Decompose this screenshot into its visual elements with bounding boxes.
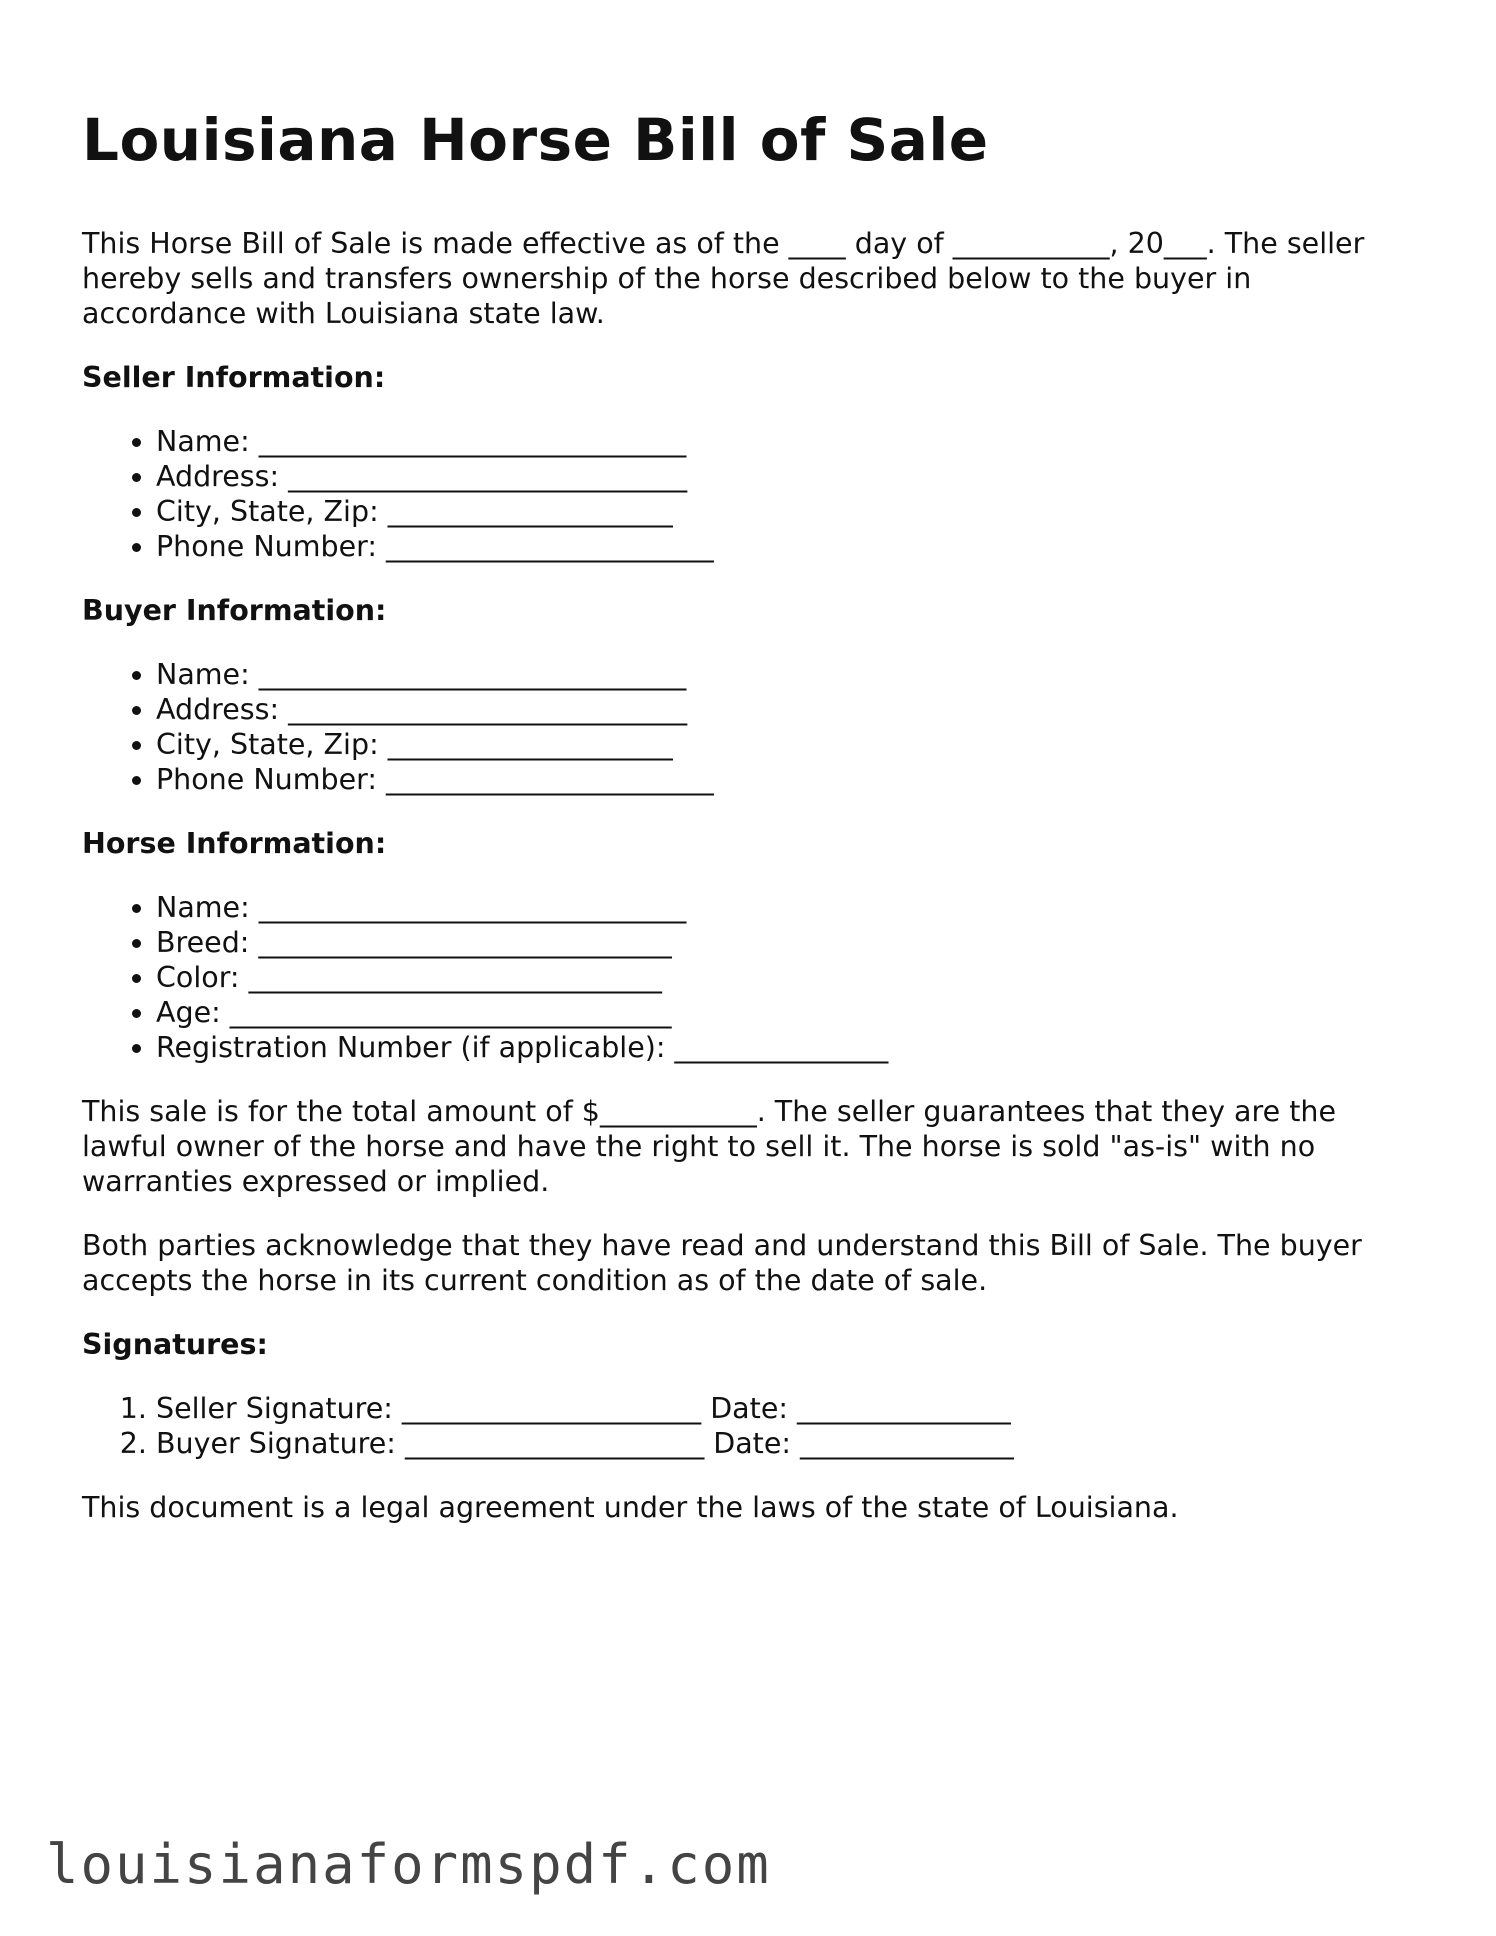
buyer-signature-item: 2. Buyer Signature: _____________________ Date: _______________ [156,1426,1422,1461]
seller-signature-item: 1. Seller Signature: _____________________ Date: _______________ [156,1391,1422,1426]
seller-address-item: • Address: ____________________________ [156,459,1422,494]
horse-age-item: • Age: _______________________________ [156,995,1422,1030]
buyer-phone-item: • Phone Number: _______________________ [156,762,1422,797]
horse-registration-item: • Registration Number (if applicable): _______________ [156,1030,1422,1065]
seller-city-item: • City, State, Zip: ____________________ [156,494,1422,529]
watermark-text: louisianaformspdf.com [46,1833,771,1896]
signatures-list [82,1391,1422,1461]
horse-heading: Horse Information: [82,827,387,860]
seller-list [82,424,1422,564]
horse-breed-item: • Breed: _____________________________ [156,925,1422,960]
document-page [82,100,1422,1554]
sale-paragraph: This sale is for the total amount of $___________. The seller guarantees that they are the lawful owner of the horse and have the right to sell it. The horse is sold "as-is" with no warranties expressed or implied. [82,1095,1336,1198]
seller-phone-item: • Phone Number: _______________________ [156,529,1422,564]
document-title: Louisiana Horse Bill of Sale [82,106,989,174]
buyer-city-item: • City, State, Zip: ____________________ [156,727,1422,762]
signatures-heading: Signatures: [82,1328,268,1361]
buyer-list [82,657,1422,797]
buyer-address-item: • Address: ____________________________ [156,692,1422,727]
horse-color-item: • Color: _____________________________ [156,960,1422,995]
buyer-name-item: • Name: ______________________________ [156,657,1422,692]
horse-list [82,890,1422,1065]
buyer-heading: Buyer Information: [82,594,387,627]
horse-name-item: • Name: ______________________________ [156,890,1422,925]
closing-paragraph: This document is a legal agreement under the laws of the state of Louisiana. [82,1491,1179,1524]
intro-paragraph: This Horse Bill of Sale is made effective as of the ____ day of ___________, 20___. The seller hereby sells and transfers ownership of the horse described below to the buyer in accordance with Louisiana state law. [82,227,1365,330]
acknowledge-paragraph: Both parties acknowledge that they have read and understand this Bill of Sale. The buyer accepts the horse in its current condition as of the date of sale. [82,1229,1362,1297]
seller-heading: Seller Information: [82,361,386,394]
seller-name-item: • Name: ______________________________ [156,424,1422,459]
